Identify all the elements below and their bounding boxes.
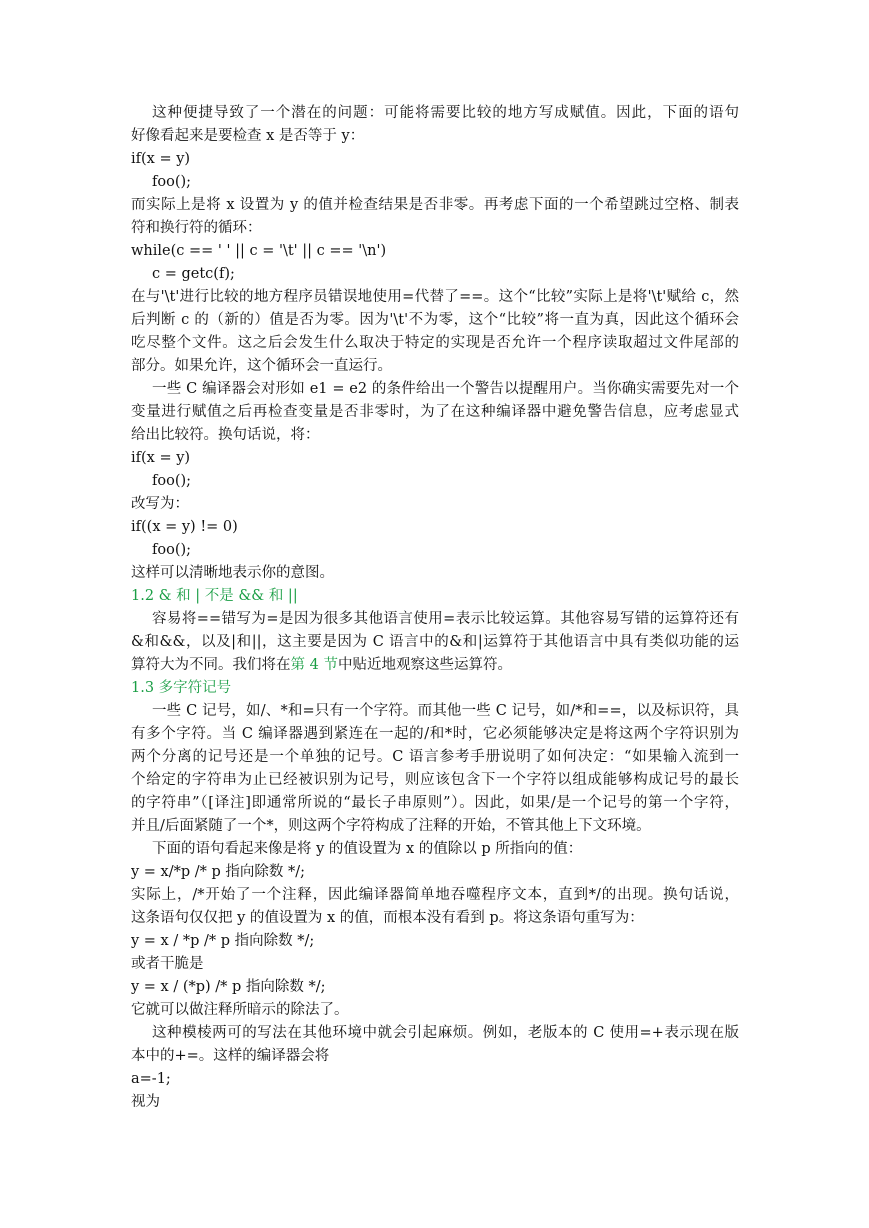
- code-line: foo();: [152, 473, 192, 489]
- text-span: 算符大为不同。我们将在: [131, 657, 291, 673]
- paragraph-line: 有多个字符。当 C 编译器遇到紧连在一起的/和*时，它必须能够决定是将这两个字符识别为: [131, 726, 739, 742]
- paragraph-line: 好像看起来是要检查 x 是否等于 y：: [131, 128, 365, 144]
- paragraph-line: &和&&，以及|和||，这主要是因为 C 语言中的&和|运算符于其他语言中具有类似功能的运: [131, 634, 739, 650]
- section-heading-1-3: 1.3 多字符记号: [131, 680, 232, 696]
- paragraph-line: 的字符串”（[译注]即通常所说的“最长子串原则”）。因此，如果/是一个记号的第一个字符，: [131, 795, 739, 811]
- paragraph-line: 而实际上是将 x 设置为 y 的值并检查结果是否非零。再考虑下面的一个希望跳过空格、制表: [131, 197, 739, 213]
- paragraph-line: 并且/后面紧随了一个*，则这两个字符构成了注释的开始，不管其他上下文环境。: [131, 818, 651, 834]
- document-body: [131, 102, 739, 1114]
- code-line: if(x = y): [131, 151, 191, 167]
- paragraph-line: 本中的+=。这样的编译器会将: [131, 1048, 330, 1064]
- paragraph-line: 给出比较符。换句话说，将：: [131, 427, 320, 443]
- paragraph-line: 或者干脆是: [131, 956, 204, 972]
- paragraph-line: 下面的语句看起来像是将 y 的值设置为 x 的值除以 p 所指向的值：: [152, 841, 583, 857]
- paragraph-line: 符和换行符的循环：: [131, 220, 262, 236]
- paragraph-line: 视为: [131, 1094, 160, 1110]
- paragraph-line: 一些 C 记号，如/、*和=只有一个字符。而其他一些 C 记号，如/*和==，以及标识符，具: [152, 703, 739, 719]
- paragraph-line: 变量进行赋值之后再检查变量是否非零时，为了在这种编译器中避免警告信息，应考虑显式: [131, 404, 739, 420]
- paragraph-line: 实际上，/*开始了一个注释，因此编译器简单地吞噬程序文本，直到*/的出现。换句话说，: [131, 887, 739, 903]
- code-line: foo();: [152, 542, 192, 558]
- code-line: a=-1;: [131, 1071, 171, 1087]
- paragraph-line: 部分。如果允许，这个循环会一直运行。: [131, 358, 392, 374]
- paragraph-line: 这样可以清晰地表示你的意图。: [131, 565, 334, 581]
- section-heading-1-2: 1.2 & 和 | 不是 && 和 ||: [131, 588, 298, 604]
- code-line: y = x / *p /* p 指向除数 */;: [131, 933, 315, 949]
- paragraph-line: 这种模棱两可的写法在其他环境中就会引起麻烦。例如，老版本的 C 使用=+表示现在版: [152, 1025, 739, 1041]
- code-line: y = x/*p /* p 指向除数 */;: [131, 864, 306, 880]
- text-span: 中贴近地观察这些运算符。: [337, 657, 512, 673]
- paragraph-line: 这条语句仅仅把 y 的值设置为 x 的值，而根本没有看到 p。将这条语句重写为：: [131, 910, 644, 926]
- code-line: if(x = y): [131, 450, 191, 466]
- paragraph-line: 吃尽整个文件。这之后会发生什么取决于特定的实现是否允许一个程序读取超过文件尾部的: [131, 335, 739, 351]
- paragraph-line: [131, 654, 739, 677]
- code-line: y = x / (*p) /* p 指向除数 */;: [131, 979, 326, 995]
- paragraph-line: 它就可以做注释所暗示的除法了。: [131, 1002, 349, 1018]
- paragraph-line: 改写为：: [131, 496, 189, 512]
- code-line: foo();: [152, 174, 192, 190]
- paragraph-line: 后判断 c 的（新的）值是否为零。因为'\t'不为零，这个“比较”将一直为真，因此这个循环会: [131, 312, 739, 328]
- paragraph-line: 一些 C 编译器会对形如 e1 = e2 的条件给出一个警告以提醒用户。当你确实需要先对一个: [152, 381, 739, 397]
- paragraph-line: 容易将==错写为=是因为很多其他语言使用=表示比较运算。其他容易写错的运算符还有: [152, 611, 739, 627]
- paragraph-line: 个给定的字符串为止已经被识别为记号，则应该包含下一个字符以组成能够构成记号的最长: [131, 772, 739, 788]
- section-4-link[interactable]: 第 4 节: [290, 657, 338, 673]
- paragraph-line: 两个分离的记号还是一个单独的记号。C 语言参考手册说明了如何决定：“如果输入流到一: [131, 749, 739, 765]
- paragraph-line: 在与'\t'进行比较的地方程序员错误地使用=代替了==。这个“比较”实际上是将'\t'赋给 c，然: [131, 289, 739, 305]
- code-line: if((x = y) != 0): [131, 519, 238, 535]
- code-line: c = getc(f);: [152, 266, 235, 282]
- paragraph-line: 这种便捷导致了一个潜在的问题：可能将需要比较的地方写成赋值。因此，下面的语句: [152, 105, 739, 121]
- code-line: while(c == ' ' || c = '\t' || c == '\n'): [131, 243, 387, 259]
